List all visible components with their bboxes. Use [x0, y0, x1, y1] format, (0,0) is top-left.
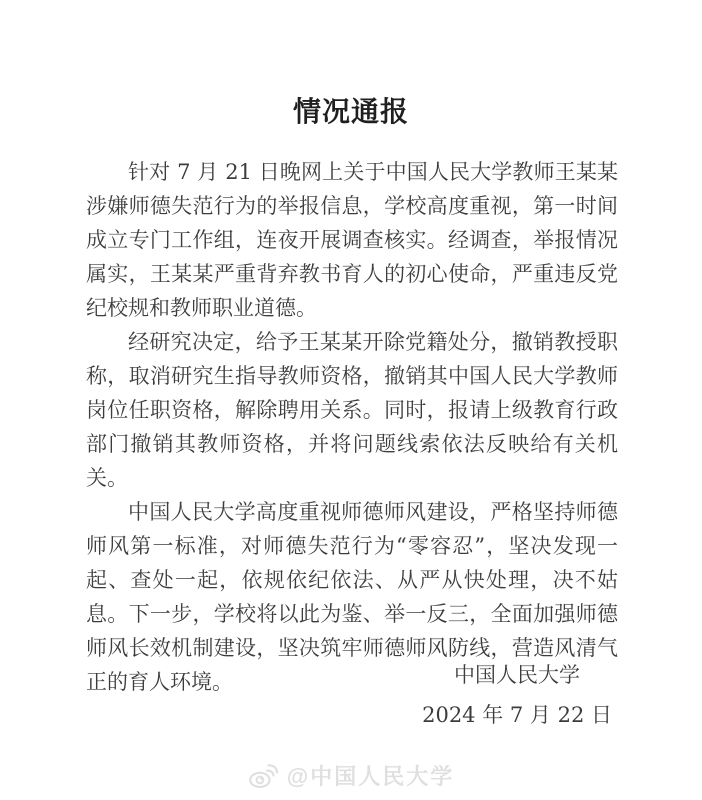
notice-paragraph-2: 经研究决定，给予王某某开除党籍处分，撤销教授职称，取消研究生指导教师资格，撤销其中国人民大学教师岗位任职资格，解除聘用关系。同时，报请上级教育行政部门撤销其教师资格，并将问题线索依法反映给有关机关。	[86, 330, 618, 490]
signature-date: 2024 年 7 月 22 日	[422, 703, 612, 727]
weibo-watermark	[0, 760, 702, 791]
weibo-icon	[248, 762, 278, 789]
watermark-handle: @中国人民大学	[286, 764, 455, 789]
signature-org: 中国人民大学	[454, 663, 581, 687]
signature-block	[422, 658, 612, 732]
notice-paragraph-3: 中国人民大学高度重视师德师风建设，严格坚持师德师风第一标准，对师德失范行为“零容忍”，坚决发现一起、查处一起，依规依纪依法、从严从快处理，决不姑息。下一步，学校将以此为鉴、举一反三，全面加强师德师风长效机制建设，坚决筑牢师德师风防线，营造风清气正的育人环境。	[86, 500, 618, 694]
notice-paragraph-1: 针对 7 月 21 日晚网上关于中国人民大学教师王某某涉嫌师德失范行为的举报信息，学校高度重视，第一时间成立专门工作组，连夜开展调查核实。经调查，举报情况属实，王某某严重背弃教书育人的初心使命，严重违反党纪校规和教师职业道德。	[86, 160, 618, 320]
notice-body	[86, 155, 618, 699]
notice-title: 情况通报	[292, 95, 409, 128]
